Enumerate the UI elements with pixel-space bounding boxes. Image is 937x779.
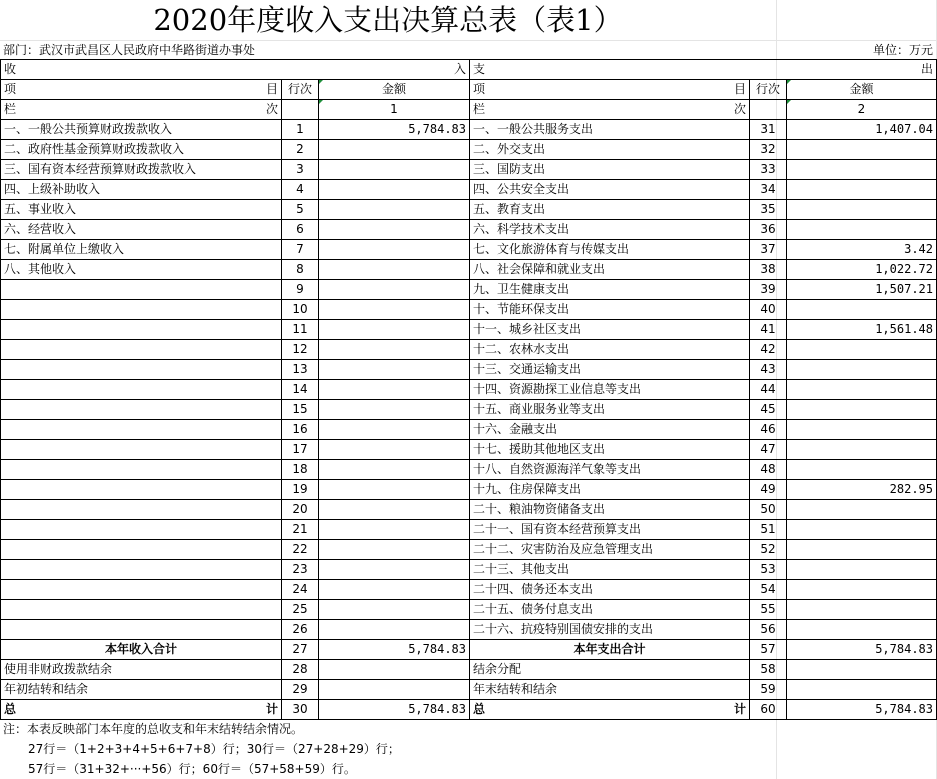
- expense-item-cell[interactable]: 二、外交支出: [470, 140, 750, 160]
- income-item-cell[interactable]: [1, 500, 282, 520]
- expense-item-cell[interactable]: 二十三、其他支出: [470, 560, 750, 580]
- expense-header-right: 出: [920, 62, 933, 76]
- income-row-no-cell[interactable]: 17: [282, 440, 319, 460]
- table-row: [1, 180, 937, 200]
- income-amount-cell[interactable]: [319, 160, 470, 180]
- income-begin-label[interactable]: 年初结转和结余: [1, 680, 282, 700]
- expense-item-cell[interactable]: 二十五、债务付息支出: [470, 600, 750, 620]
- expense-dist-label[interactable]: 结余分配: [470, 660, 750, 680]
- income-amount-cell[interactable]: [319, 240, 470, 260]
- income-amount-cell[interactable]: [319, 580, 470, 600]
- expense-row-no-cell[interactable]: 53: [750, 560, 787, 580]
- income-item-cell[interactable]: 一、一般公共预算财政拨款收入: [1, 120, 282, 140]
- expense-row-no-cell[interactable]: 51: [750, 520, 787, 540]
- expense-item-cell[interactable]: 十六、金融支出: [470, 420, 750, 440]
- income-item-cell[interactable]: [1, 580, 282, 600]
- expense-item-cell[interactable]: 十五、商业服务业等支出: [470, 400, 750, 420]
- expense-amount-header[interactable]: [787, 80, 937, 100]
- table-row: [1, 260, 937, 280]
- expense-amount-cell[interactable]: [787, 620, 937, 640]
- expense-item-cell[interactable]: 三、国防支出: [470, 160, 750, 180]
- income-item-cell[interactable]: [1, 540, 282, 560]
- expense-row-no-cell[interactable]: 42: [750, 340, 787, 360]
- income-item-cell[interactable]: [1, 380, 282, 400]
- income-item-cell[interactable]: [1, 340, 282, 360]
- income-row-no-cell[interactable]: 5: [282, 200, 319, 220]
- table-row: [1, 600, 937, 620]
- expense-amount-cell[interactable]: [787, 600, 937, 620]
- income-col-index-value: 1: [390, 102, 398, 116]
- expense-amount-cell[interactable]: [787, 220, 937, 240]
- income-row-no-cell[interactable]: 15: [282, 400, 319, 420]
- grand-total-row: [1, 700, 937, 720]
- income-amount-cell[interactable]: [319, 380, 470, 400]
- income-item-cell[interactable]: [1, 520, 282, 540]
- expense-row-no-cell[interactable]: 38: [750, 260, 787, 280]
- income-col-index[interactable]: [319, 100, 470, 120]
- expense-header-left: 支: [473, 62, 486, 76]
- income-amount-cell[interactable]: [319, 340, 470, 360]
- expense-row-no-cell[interactable]: 54: [750, 580, 787, 600]
- income-item-cell[interactable]: [1, 560, 282, 580]
- expense-amount-cell[interactable]: [787, 520, 937, 540]
- income-amount-header[interactable]: [319, 80, 470, 100]
- expense-amount-cell[interactable]: [787, 440, 937, 460]
- expense-item-cell[interactable]: 六、科学技术支出: [470, 220, 750, 240]
- cell-note-marker: [319, 100, 323, 104]
- income-amount-cell[interactable]: [319, 320, 470, 340]
- income-amount-cell[interactable]: [319, 280, 470, 300]
- income-item-cell[interactable]: [1, 620, 282, 640]
- income-grand-total-amount[interactable]: 5,784.83: [319, 700, 470, 720]
- table-row: [1, 120, 937, 140]
- grand-left: 总: [473, 702, 486, 716]
- table-row: [1, 140, 937, 160]
- expense-item-cell[interactable]: 十二、农林水支出: [470, 340, 750, 360]
- expense-row-no-cell[interactable]: 55: [750, 600, 787, 620]
- income-amount-cell[interactable]: [319, 360, 470, 380]
- income-row-no-cell[interactable]: 12: [282, 340, 319, 360]
- income-item-cell[interactable]: [1, 600, 282, 620]
- expense-col-index-blank[interactable]: [750, 100, 787, 120]
- expense-item-cell[interactable]: 二十一、国有资本经营预算支出: [470, 520, 750, 540]
- income-amount-cell[interactable]: [319, 440, 470, 460]
- expense-item-header[interactable]: [470, 80, 750, 100]
- col-label-left: 栏: [473, 102, 486, 116]
- item-header-right: 目: [265, 82, 278, 96]
- income-header-right: 入: [453, 62, 466, 76]
- grand-right: 计: [265, 702, 278, 716]
- income-item-cell[interactable]: 四、上级补助收入: [1, 180, 282, 200]
- expense-row-no-cell[interactable]: 39: [750, 280, 787, 300]
- income-amount-cell[interactable]: [319, 180, 470, 200]
- income-amount-cell[interactable]: [319, 540, 470, 560]
- income-amount-cell[interactable]: [319, 140, 470, 160]
- expense-amount-cell[interactable]: [787, 200, 937, 220]
- table-row: [1, 160, 937, 180]
- expense-col-index-value: 2: [857, 102, 866, 116]
- income-amount-cell[interactable]: [319, 600, 470, 620]
- expense-row-no-cell[interactable]: 50: [750, 500, 787, 520]
- item-header-right: 目: [733, 82, 746, 96]
- expense-item-cell[interactable]: 五、教育支出: [470, 200, 750, 220]
- expense-row-no-cell[interactable]: 35: [750, 200, 787, 220]
- section-header-row: [1, 60, 937, 80]
- income-nonfiscal-no[interactable]: 28: [282, 660, 319, 680]
- expense-row-no-cell[interactable]: 41: [750, 320, 787, 340]
- income-row-no-cell[interactable]: 7: [282, 240, 319, 260]
- income-row-no-cell[interactable]: 21: [282, 520, 319, 540]
- income-header-left: 收: [4, 62, 17, 76]
- expense-row-no-cell[interactable]: 34: [750, 180, 787, 200]
- income-row-no-cell[interactable]: 9: [282, 280, 319, 300]
- income-year-total-no[interactable]: 27: [282, 640, 319, 660]
- year-total-row: [1, 640, 937, 660]
- expense-item-cell[interactable]: 一、一般公共服务支出: [470, 120, 750, 140]
- expense-amount-cell[interactable]: [787, 500, 937, 520]
- expense-item-cell[interactable]: 十九、住房保障支出: [470, 480, 750, 500]
- page-title: 2020年度收入支出决算总表（表1）: [153, 3, 623, 37]
- table-notes: [0, 719, 937, 779]
- income-grand-total-label[interactable]: [1, 700, 282, 720]
- income-item-cell[interactable]: [1, 440, 282, 460]
- amount-header-label: 金额: [381, 82, 406, 96]
- expense-amount-cell[interactable]: [787, 360, 937, 380]
- income-amount-cell[interactable]: [319, 300, 470, 320]
- table-row: [1, 300, 937, 320]
- table-row: [1, 480, 937, 500]
- expense-item-cell[interactable]: 二十六、抗疫特别国债安排的支出: [470, 620, 750, 640]
- expense-item-cell[interactable]: 九、卫生健康支出: [470, 280, 750, 300]
- table-row: [1, 560, 937, 580]
- table-row: [1, 680, 937, 700]
- expense-row-no-cell[interactable]: 46: [750, 420, 787, 440]
- expense-row-no-cell[interactable]: 43: [750, 360, 787, 380]
- cell-note-marker: [787, 80, 791, 84]
- income-row-no-cell[interactable]: 23: [282, 560, 319, 580]
- note-line: 注：本表反映部门本年度的总收支和年末结转结余情况。: [3, 722, 304, 736]
- expense-row-no-cell[interactable]: 33: [750, 160, 787, 180]
- expense-amount-cell[interactable]: 1,022.72: [787, 260, 937, 280]
- expense-item-cell[interactable]: 二十、粮油物资储备支出: [470, 500, 750, 520]
- expense-amount-cell[interactable]: [787, 140, 937, 160]
- income-begin-no[interactable]: 29: [282, 680, 319, 700]
- income-nonfiscal-amount[interactable]: [319, 660, 470, 680]
- income-amount-cell[interactable]: 5,784.83: [319, 120, 470, 140]
- expense-row-no-cell[interactable]: 37: [750, 240, 787, 260]
- income-amount-cell[interactable]: [319, 480, 470, 500]
- table-row: [1, 400, 937, 420]
- amount-header-label: 金额: [849, 82, 874, 96]
- expense-end-no[interactable]: 59: [750, 680, 787, 700]
- income-item-cell[interactable]: 七、附属单位上缴收入: [1, 240, 282, 260]
- income-row-no-cell[interactable]: 18: [282, 460, 319, 480]
- income-row-no-cell[interactable]: 25: [282, 600, 319, 620]
- column-header-row: [1, 80, 937, 100]
- expense-amount-cell[interactable]: [787, 300, 937, 320]
- income-row-no-cell[interactable]: 2: [282, 140, 319, 160]
- income-row-no-cell[interactable]: 14: [282, 380, 319, 400]
- income-row-no-cell[interactable]: 13: [282, 360, 319, 380]
- income-section-header[interactable]: [1, 60, 470, 80]
- income-row-no-cell[interactable]: 6: [282, 220, 319, 240]
- expense-row-no-cell[interactable]: 52: [750, 540, 787, 560]
- table-row: [1, 660, 937, 680]
- expense-amount-cell[interactable]: 282.95: [787, 480, 937, 500]
- income-grand-total-no[interactable]: 30: [282, 700, 319, 720]
- expense-amount-cell[interactable]: 1,507.21: [787, 280, 937, 300]
- expense-year-total-no[interactable]: 57: [750, 640, 787, 660]
- table-row: [1, 540, 937, 560]
- income-amount-cell[interactable]: [319, 520, 470, 540]
- table-row: [1, 420, 937, 440]
- income-col-label[interactable]: [1, 100, 282, 120]
- income-row-no-cell[interactable]: 8: [282, 260, 319, 280]
- expense-section-header[interactable]: [470, 60, 937, 80]
- income-row-no-cell[interactable]: 26: [282, 620, 319, 640]
- expense-end-label[interactable]: 年末结转和结余: [470, 680, 750, 700]
- column-index-row: [1, 100, 937, 120]
- income-amount-cell[interactable]: [319, 420, 470, 440]
- income-amount-cell[interactable]: [319, 620, 470, 640]
- income-row-no-cell[interactable]: 3: [282, 160, 319, 180]
- table-row: [1, 460, 937, 480]
- income-row-no-cell[interactable]: 20: [282, 500, 319, 520]
- expense-amount-cell[interactable]: 1,561.48: [787, 320, 937, 340]
- expense-end-amount[interactable]: [787, 680, 937, 700]
- expense-amount-cell[interactable]: [787, 340, 937, 360]
- expense-item-cell[interactable]: 二十四、债务还本支出: [470, 580, 750, 600]
- col-label-right: 次: [733, 102, 746, 116]
- expense-amount-cell[interactable]: [787, 580, 937, 600]
- expense-item-cell[interactable]: 十七、援助其他地区支出: [470, 440, 750, 460]
- expense-row-no-cell[interactable]: 48: [750, 460, 787, 480]
- table-row: [1, 280, 937, 300]
- income-row-no-cell[interactable]: 1: [282, 120, 319, 140]
- table-row: [1, 440, 937, 460]
- table-row: [1, 360, 937, 380]
- income-item-cell[interactable]: [1, 360, 282, 380]
- expense-row-no-cell[interactable]: 47: [750, 440, 787, 460]
- income-item-cell[interactable]: [1, 460, 282, 480]
- income-rowno-header[interactable]: 行次: [282, 80, 319, 100]
- income-item-cell[interactable]: 八、其他收入: [1, 260, 282, 280]
- expense-amount-cell[interactable]: [787, 400, 937, 420]
- item-header-left: 项: [473, 82, 486, 96]
- income-item-cell[interactable]: 五、事业收入: [1, 200, 282, 220]
- income-item-cell[interactable]: [1, 300, 282, 320]
- income-col-index-blank[interactable]: [282, 100, 319, 120]
- table-row: [1, 580, 937, 600]
- income-amount-cell[interactable]: [319, 460, 470, 480]
- expense-year-total-label[interactable]: 本年支出合计: [470, 640, 750, 660]
- table-row: [1, 200, 937, 220]
- cell-note-marker: [319, 80, 323, 84]
- expense-dist-no[interactable]: 58: [750, 660, 787, 680]
- expense-amount-cell[interactable]: [787, 180, 937, 200]
- table-row: [1, 320, 937, 340]
- income-amount-cell[interactable]: [319, 200, 470, 220]
- income-item-header[interactable]: [1, 80, 282, 100]
- income-row-no-cell[interactable]: 10: [282, 300, 319, 320]
- expense-amount-cell[interactable]: [787, 460, 937, 480]
- note-line: 57行＝（31+32+···+56）行；60行＝（57+58+59）行。: [28, 762, 356, 776]
- table-row: [1, 620, 937, 640]
- table-row: [1, 380, 937, 400]
- expense-item-cell[interactable]: 十一、城乡社区支出: [470, 320, 750, 340]
- income-amount-cell[interactable]: [319, 260, 470, 280]
- expense-item-cell[interactable]: 七、文化旅游体育与传媒支出: [470, 240, 750, 260]
- expense-item-cell[interactable]: 八、社会保障和就业支出: [470, 260, 750, 280]
- expense-row-no-cell[interactable]: 56: [750, 620, 787, 640]
- income-amount-cell[interactable]: [319, 560, 470, 580]
- expense-col-label[interactable]: [470, 100, 750, 120]
- income-item-cell[interactable]: [1, 280, 282, 300]
- col-label-right: 次: [265, 102, 278, 116]
- expense-item-cell[interactable]: 四、公共安全支出: [470, 180, 750, 200]
- expense-grand-total-amount[interactable]: 5,784.83: [787, 700, 937, 720]
- income-row-no-cell[interactable]: 22: [282, 540, 319, 560]
- col-label-left: 栏: [4, 102, 17, 116]
- expense-row-no-cell[interactable]: 49: [750, 480, 787, 500]
- grand-left: 总: [4, 702, 17, 716]
- item-header-left: 项: [4, 82, 17, 96]
- income-item-cell[interactable]: [1, 420, 282, 440]
- income-amount-cell[interactable]: [319, 400, 470, 420]
- income-nonfiscal-label[interactable]: 使用非财政拨款结余: [1, 660, 282, 680]
- table-row: [1, 340, 937, 360]
- unit-label: 单位：万元: [872, 43, 933, 57]
- expense-row-no-cell[interactable]: 40: [750, 300, 787, 320]
- income-row-no-cell[interactable]: 24: [282, 580, 319, 600]
- budget-summary-table: [0, 59, 937, 720]
- income-begin-amount[interactable]: [319, 680, 470, 700]
- income-year-total-amount[interactable]: 5,784.83: [319, 640, 470, 660]
- expense-rowno-header[interactable]: 行次: [750, 80, 787, 100]
- cell-note-marker: [787, 100, 791, 104]
- expense-col-index[interactable]: [787, 100, 937, 120]
- expense-item-cell[interactable]: 十三、交通运输支出: [470, 360, 750, 380]
- grand-right: 计: [733, 702, 746, 716]
- expense-year-total-amount[interactable]: 5,784.83: [787, 640, 937, 660]
- expense-amount-cell[interactable]: [787, 540, 937, 560]
- expense-grand-total-no[interactable]: 60: [750, 700, 787, 720]
- expense-amount-cell[interactable]: [787, 420, 937, 440]
- expense-item-cell[interactable]: 十、节能环保支出: [470, 300, 750, 320]
- department-label: 部门：武汉市武昌区人民政府中华路街道办事处: [3, 43, 256, 57]
- expense-item-cell[interactable]: 十八、自然资源海洋气象等支出: [470, 460, 750, 480]
- income-item-cell[interactable]: 二、政府性基金预算财政拨款收入: [1, 140, 282, 160]
- table-row: [1, 240, 937, 260]
- table-row: [1, 520, 937, 540]
- income-item-cell[interactable]: [1, 480, 282, 500]
- income-row-no-cell[interactable]: 4: [282, 180, 319, 200]
- expense-amount-cell[interactable]: [787, 160, 937, 180]
- expense-row-no-cell[interactable]: 44: [750, 380, 787, 400]
- expense-amount-cell[interactable]: 3.42: [787, 240, 937, 260]
- income-row-no-cell[interactable]: 19: [282, 480, 319, 500]
- income-item-cell[interactable]: [1, 320, 282, 340]
- income-item-cell[interactable]: [1, 400, 282, 420]
- income-amount-cell[interactable]: [319, 500, 470, 520]
- income-year-total-label[interactable]: 本年收入合计: [1, 640, 282, 660]
- expense-item-cell[interactable]: 十四、资源勘探工业信息等支出: [470, 380, 750, 400]
- expense-row-no-cell[interactable]: 36: [750, 220, 787, 240]
- expense-row-no-cell[interactable]: 32: [750, 140, 787, 160]
- expense-dist-amount[interactable]: [787, 660, 937, 680]
- note-line: 27行＝（1+2+3+4+5+6+7+8）行；30行＝（27+28+29）行；: [28, 742, 400, 756]
- income-row-no-cell[interactable]: 11: [282, 320, 319, 340]
- income-item-cell[interactable]: 六、经营收入: [1, 220, 282, 240]
- expense-amount-cell[interactable]: [787, 380, 937, 400]
- expense-row-no-cell[interactable]: 45: [750, 400, 787, 420]
- expense-amount-cell[interactable]: [787, 560, 937, 580]
- expense-amount-cell[interactable]: 1,407.04: [787, 120, 937, 140]
- income-amount-cell[interactable]: [319, 220, 470, 240]
- table-row: [1, 500, 937, 520]
- expense-grand-total-label[interactable]: [470, 700, 750, 720]
- table-row: [1, 220, 937, 240]
- expense-item-cell[interactable]: 二十二、灾害防治及应急管理支出: [470, 540, 750, 560]
- income-item-cell[interactable]: 三、国有资本经营预算财政拨款收入: [1, 160, 282, 180]
- expense-row-no-cell[interactable]: 31: [750, 120, 787, 140]
- income-row-no-cell[interactable]: 16: [282, 420, 319, 440]
